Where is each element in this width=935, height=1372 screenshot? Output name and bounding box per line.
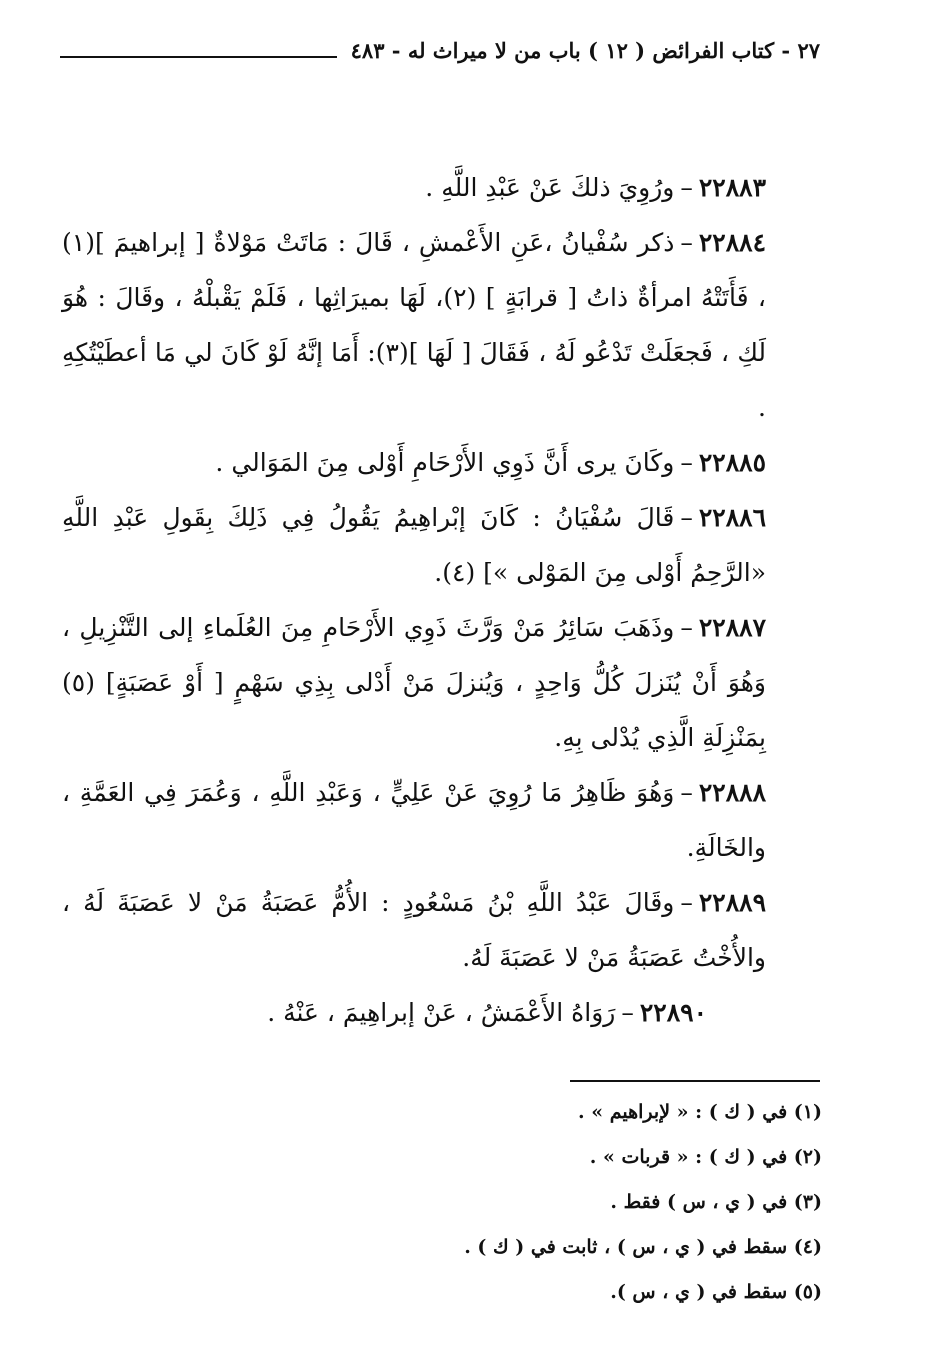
paragraph-22886: ٢٢٨٨٦–قَالَ سُفْيَانُ : كَانَ إبْراهِيمُ يَقُولُ فِي ذَلِكَ بِقَولِ عَبْدِ اللَّهِ «الرَّحِمُ أَوْلى مِنَ المَوْلى »] (٤). <box>62 503 766 587</box>
paragraph-22889: ٢٢٨٨٩–وقَالَ عَبْدُ اللَّهِ بْنُ مَسْعُودٍ : الأُمُّ عَصَبَةُ مَنْ لا عَصَبَةَ لَهُ ، والأُخْتُ عَصَبَةُ مَنْ لا عَصَبَةَ لَهُ. <box>62 888 766 972</box>
header-rule <box>60 56 337 58</box>
hadith-text: رَوَاهُ الأَعْمَشُ ، عَنْ إبراهِيمَ ، عَنْهُ . <box>267 998 616 1027</box>
paragraph-22884: ٢٢٨٨٤–ذكر سُفْيانُ ،عَنِ الأَعْمشِ ، قَالَ : مَاتَتْ مَوْلاةٌ [ إبراهيمَ ](١) ، فَأَتَتْهُ امرأةٌ ذاتُ [ قرابَةٍ ] (٢)، لَهَا بميرَاثِها ، فَلَمْ يَقْبلْهُ ، وقَالَ : هُوَ لَكِ ، فَجعَلَتْ تَدْعُو لَهُ ، فَقَالَ [ لَهَا ](٣): أَمَا إنَّهُ لَوْ كَانَ لي مَا أعطَيْتُكِهِ . <box>62 228 767 422</box>
paragraph-22883: ٢٢٨٨٣–ورُوِيَ ذلكَ عَنْ عَبْدِ اللَّهِ . <box>425 173 766 202</box>
hadith-text: ورُوِيَ ذلكَ عَنْ عَبْدِ اللَّهِ . <box>425 173 675 202</box>
paragraph-22888: ٢٢٨٨٨–وَهُوَ ظَاهِرُ مَا رُوِيَ عَنْ عَلِيٍّ ، وَعَبْدِ اللَّهِ ، وَعُمَرَ فِي العَمَّةِ ، والخَالَةِ. <box>62 778 766 862</box>
hadith-number: ٢٢٨٨٥ <box>698 448 766 477</box>
header-title: ٢٧ - كتاب الفرائض ( ١٢ ) باب من لا ميراث له - ٤٨٣ <box>350 37 820 63</box>
hadith-number: ٢٢٨٨٦ <box>698 503 766 532</box>
hadith-number: ٢٢٨٨٤ <box>698 228 766 257</box>
footnote-rule <box>570 1080 820 1082</box>
hadith-text: وذَهَبَ سَائِرُ مَنْ وَرَّثَ ذَوِي الأَرْحَامِ مِنَ العُلَماءِ إلى التَّنْزِيلِ ، وَهُوَ أَنْ يُنَزلَ كُلُّ وَاحِدٍ ، وَيُنزلَ مَنْ أَدْلى بِذِي سَهْمٍ [ أَوْ عَصَبَةٍ] (٥) بِمَنْزِلَةِ الَّذِي يُدْلى بِهِ. <box>62 613 766 752</box>
paragraph-22885: ٢٢٨٨٥–وكَانَ يرى أَنَّ ذَوِي الأَرْحَامِ أَوْلى مِنَ المَوَالي . <box>215 448 766 477</box>
running-header <box>60 28 820 72</box>
paragraph-22887: ٢٢٨٨٧–وذَهَبَ سَائِرُ مَنْ وَرَّثَ ذَوِي الأَرْحَامِ مِنَ العُلَماءِ إلى التَّنْزِيلِ ، وَهُوَ أَنْ يُنَزلَ كُلُّ وَاحِدٍ ، وَيُنزلَ مَنْ أَدْلى بِذِي سَهْمٍ [ أَوْ عَصَبَةٍ] (٥) بِمَنْزِلَةِ الَّذِي يُدْلى بِهِ. <box>62 613 766 752</box>
footnote-4: (٤) سقط في ( ي ، س ) ، ثابت في ( ك ) . <box>464 1236 822 1258</box>
hadith-text: وقَالَ عَبْدُ اللَّهِ بْنُ مَسْعُودٍ : الأُمُّ عَصَبَةُ مَنْ لا عَصَبَةَ لَهُ ، والأُخْتُ عَصَبَةُ مَنْ لا عَصَبَةَ لَهُ. <box>62 888 766 972</box>
footnote-2: (٢) في ( ك ) : « قربات » . <box>589 1146 822 1168</box>
hadith-text: وكَانَ يرى أَنَّ ذَوِي الأَرْحَامِ أَوْلى مِنَ المَوَالي . <box>215 448 675 477</box>
main-text <box>62 160 822 1040</box>
footnote-3: (٣) في ( ي ، س ) فقط . <box>610 1191 822 1213</box>
hadith-text: ذكر سُفْيانُ ،عَنِ الأَعْمشِ ، قَالَ : مَاتَتْ مَوْلاةٌ [ إبراهيمَ ](١) ، فَأَتَتْهُ امرأةٌ ذاتُ [ قرابَةٍ ] (٢)، لَهَا بميرَاثِها ، فَلَمْ يَقْبلْهُ ، وقَالَ : هُوَ لَكِ ، فَجعَلَتْ تَدْعُو لَهُ ، فَقَالَ [ لَهَا ](٣): أَمَا إنَّهُ لَوْ كَانَ لي مَا أعطَيْتُكِهِ . <box>62 228 767 422</box>
hadith-number: ٢٢٨٨٧ <box>698 613 766 642</box>
hadith-text: قَالَ سُفْيَانُ : كَانَ إبْراهِيمُ يَقُولُ فِي ذَلِكَ بِقَولِ عَبْدِ اللَّهِ «الرَّحِمُ أَوْلى مِنَ المَوْلى »] (٤). <box>62 503 766 587</box>
footnote-5: (٥) سقط في ( ي ، س ). <box>610 1281 822 1303</box>
footnote-1: (١) في ( ك ) : « لإبراهيم » . <box>578 1101 822 1123</box>
hadith-text: وَهُوَ ظَاهِرُ مَا رُوِيَ عَنْ عَلِيٍّ ، وَعَبْدِ اللَّهِ ، وَعُمَرَ فِي العَمَّةِ ، والخَالَةِ. <box>62 778 766 862</box>
footnotes <box>62 1090 822 1315</box>
hadith-number: ٢٢٨٩٠ <box>639 998 707 1027</box>
paragraph-22890: ٢٢٨٩٠–رَوَاهُ الأَعْمَشُ ، عَنْ إبراهِيمَ ، عَنْهُ . <box>267 998 707 1027</box>
hadith-number: ٢٢٨٨٩ <box>698 888 766 917</box>
hadith-number: ٢٢٨٨٣ <box>698 173 766 202</box>
hadith-number: ٢٢٨٨٨ <box>698 778 766 807</box>
